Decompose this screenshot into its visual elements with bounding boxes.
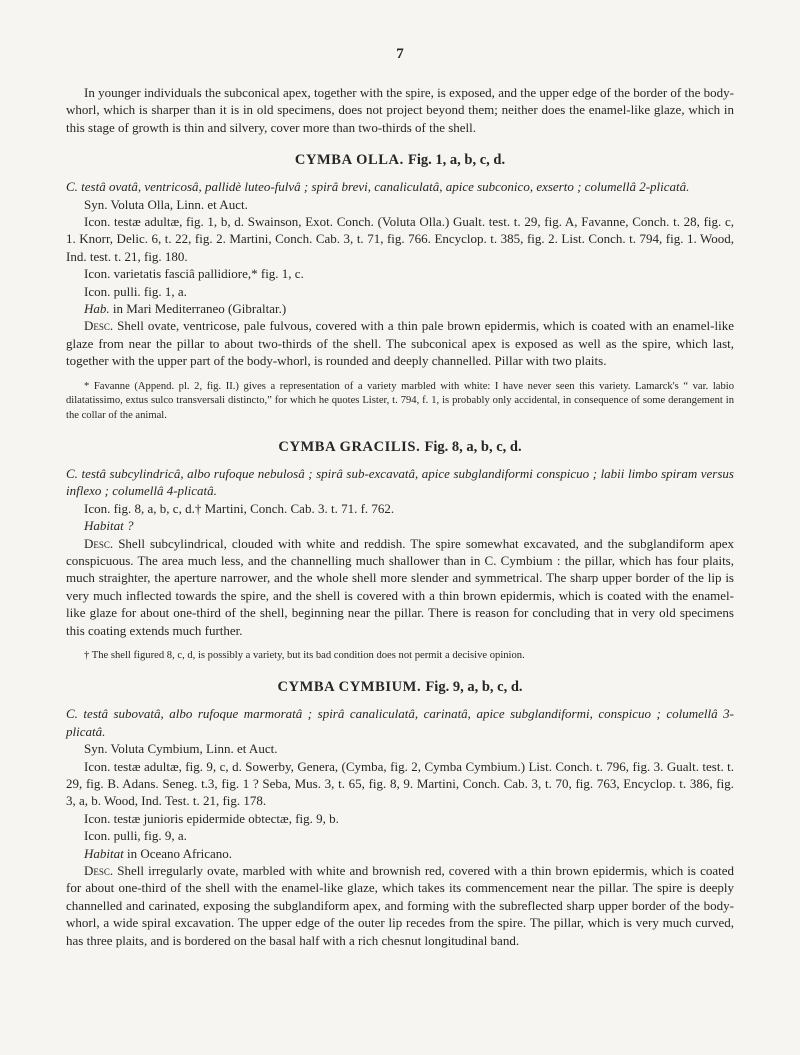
icon-young: Icon. pulli, fig. 9, a.: [84, 828, 187, 844]
synonymy: Syn. Voluta Cymbium, Linn. et Auct.: [84, 741, 278, 757]
icon-juvenile: Icon. testæ junioris epidermide obtectæ, fig. 9, b.: [84, 810, 339, 826]
figure-reference: Fig. 1, a, b, c, d.: [408, 152, 506, 169]
description: Desc. Shell ovate, ventricose, pale fulvous, covered with a thin pale brown epidermis, which is coated with an enamel-like glaze from near the pillar to about two-thirds of the shell. The subconical apex is exposed as well as the spire, which last, together with the upper part of the body-whorl, is rounded and deeply channelled. Pillar with two plaits.: [66, 318, 734, 369]
figure-reference: Fig. 8, a, b, c, d.: [424, 438, 522, 455]
footnote: * Favanne (Append. pl. 2, fig. II.) gives a representation of a variety marbled with white: I have never seen this variety. Lamarck's “ var. labio dilatatissimo, extus sulco transversali distincto,” for which he quotes Lister, t. 794, f. 1, is probably only accidental, in consequence of some derangement in the collar of the animal.: [66, 380, 734, 421]
diagnosis: C. testâ subovatâ, albo rufoque marmoratâ ; spirâ canaliculatâ, carinatâ, apice subglandiformi, conspicuo ; columellâ 3-plicatâ.: [66, 706, 734, 739]
species-heading: [66, 150, 734, 170]
figure-reference: Fig. 9, a, b, c, d.: [425, 679, 523, 696]
species-cymba-gracilis: [66, 437, 734, 663]
page-content: [66, 84, 734, 949]
synonymy: Syn. Voluta Olla, Linn. et Auct.: [84, 196, 248, 212]
diagnosis: C. testâ ovatâ, ventricosâ, pallidè luteo-fulvâ ; spirâ brevi, canaliculatâ, apice subconico, exserto ; columellâ 2-plicatâ.: [66, 179, 690, 195]
footnote: † The shell figured 8, c, d, is possibly a variety, but its bad condition does not permit a decisive opinion.: [84, 649, 525, 661]
habitat: Habitat ?: [84, 518, 134, 534]
species-cymba-cymbium: [66, 677, 734, 949]
species-heading: [66, 677, 734, 697]
habitat: Hab. in Mari Mediterraneo (Gibraltar.): [84, 301, 287, 317]
description: Desc. Shell irregularly ovate, marbled with white and brownish red, covered with a thin brown epidermis, which is coated for about one-third of the shell with the enamel-like glaze, which takes its commencement near the pillar. The spire is deeply channelled and carinated, exposing the subglandiform apex, and forming with the subreflected sharp upper border of the body-whorl, a wide spiral excavation. The upper edge of the outer lip recedes from the spire. The pillar, which is very much curved, has three plaits, and is bordered on the basal half with a rich chesnut longitudinal band.: [66, 863, 735, 948]
icon-young: Icon. pulli. fig. 1, a.: [84, 283, 187, 299]
icon-adult: Icon. testæ adultæ, fig. 9, c, d. Sowerby, Genera, (Cymba, fig. 2, Cymba Cymbium.) List. Conch. t. 796, fig. 3. Gualt. test. t. 29, fig. B. Adans. Seneg. t.3, fig. 1 ? Seba, Mus. 3, t. 65, fig. 8, 9. Martini, Conch. Cab. 3, t. 70, fig. 763, Encyclop. t. 386, fig. 3, a, b. Wood, Ind. Test. t. 21, fig. 178.: [66, 758, 734, 809]
species-cymba-olla: [66, 150, 734, 423]
icon-figures: Icon. fig. 8, a, b, c, d.† Martini, Conch. Cab. 3. t. 71. f. 762.: [84, 500, 395, 516]
species-name: CYMBA CYMBIUM.: [277, 679, 422, 696]
intro-paragraph: In younger individuals the subconical apex, together with the spire, is exposed, and the upper edge of the border of the body-whorl, which is sharper than it is in old specimens, does not project beyond them; neither does the enamel-like glaze, which in this stage of growth is thin and silvery, cover more than two-thirds of the shell.: [66, 85, 734, 135]
species-name: CYMBA OLLA.: [294, 152, 404, 169]
species-heading: [66, 437, 734, 457]
habitat: Habitat in Oceano Africano.: [84, 845, 233, 861]
page-number: 7: [396, 46, 404, 62]
icon-variety: Icon. varietatis fasciâ pallidiore,* fig. 1, c.: [84, 266, 304, 282]
description: Desc. Shell subcylindrical, clouded with white and reddish. The spire somewhat excavated, and the subglandiform apex conspicuous. The area much less, and the channelling much shallower than in C. Cymbium : the pillar, which has four plaits, much straighter, the aperture narrower, and the whole shell more slender and symmetrical. The sharp upper border of the lip is very much inflected towards the spire, and the shell is covered with a thin brown epidermis, which is coated with the enamel-like glaze for about one-third of the shell, beginning near the pillar. There is reason for concluding that in very old specimens this coating extends much further.: [66, 535, 734, 638]
icon-adult: Icon. testæ adultæ, fig. 1, b, d. Swainson, Exot. Conch. (Voluta Olla.) Gualt. test. t. 29, fig. A, Favanne, Conch. t. 28, fig. c, 1. Knorr, Delic. 6, t. 22, fig. 2. Martini, Conch. Cab. 3, t. 71, fig. 766. Encyclop. t. 385, fig. 2. List. Conch. t. 794, fig. 1. Wood, Ind. test. t. 21, fig. 180.: [66, 214, 734, 264]
diagnosis: C. testâ subcylindricâ, albo rufoque nebulosâ ; spirâ sub-excavatâ, apice subglandiformi conspicuo ; labii limbo spiram versus inflexo ; columellâ 4-plicatâ.: [66, 465, 734, 499]
species-name: CYMBA GRACILIS.: [278, 438, 421, 455]
